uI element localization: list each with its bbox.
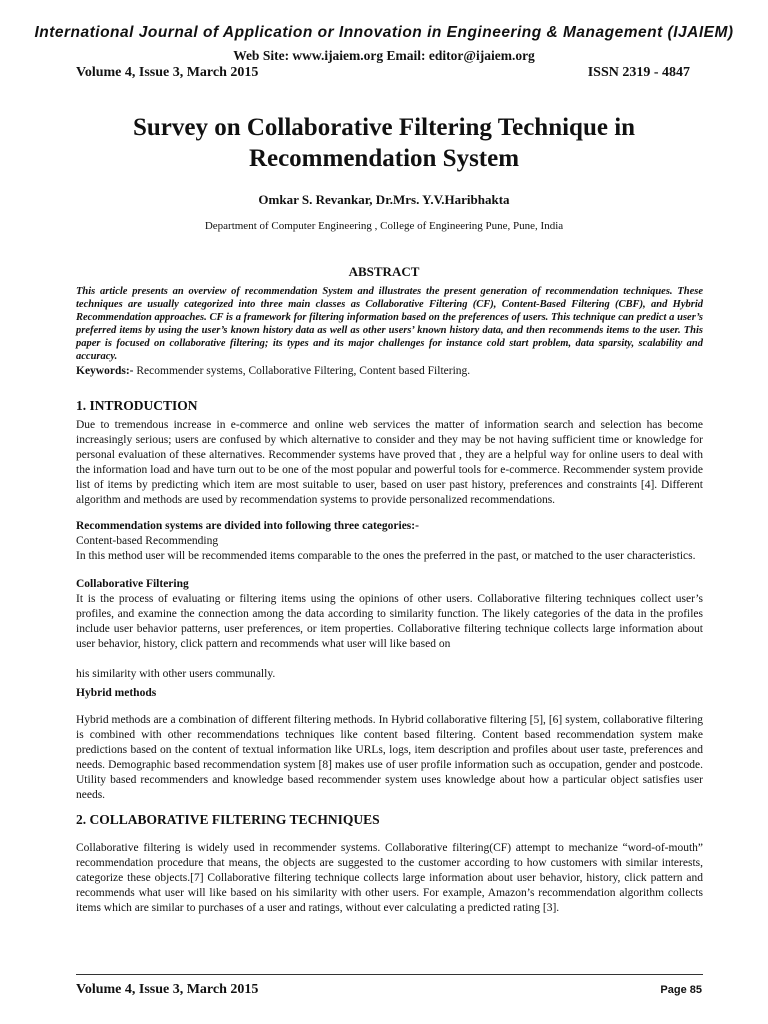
- header-issn: ISSN 2319 - 4847: [587, 65, 690, 80]
- page-number: Page 85: [660, 984, 702, 996]
- paper-affiliation: Department of Computer Engineering , College of Engineering Pune, Pune, India: [204, 220, 564, 232]
- cf-heading: Collaborative Filtering: [76, 578, 189, 590]
- cf-text-continued: his similarity with other users communally.: [76, 668, 276, 680]
- content-based-heading: Content-based Recommending: [76, 535, 219, 547]
- categories-heading: Recommendation systems are divided into following three categories:-: [76, 520, 419, 532]
- footer-volume: Volume 4, Issue 3, March 2015: [76, 982, 259, 997]
- footer-rule: [76, 974, 703, 975]
- section1-heading: 1. INTRODUCTION: [76, 398, 198, 413]
- hybrid-heading: Hybrid methods: [76, 687, 157, 699]
- journal-website: Web Site: www.ijaiem.org Email: editor@ijaiem.org: [233, 48, 535, 63]
- paper-title: Survey on Collaborative Filtering Technique in Recommendation System: [132, 114, 636, 172]
- section2-heading: 2. COLLABORATIVE FILTERING TECHNIQUES: [76, 812, 380, 827]
- keywords: [76, 365, 703, 377]
- header-volume: Volume 4, Issue 3, March 2015: [76, 65, 259, 80]
- section1-paragraph: Due to tremendous increase in e-commerce and online web services the matter of information search and selection has become increasingly serious; users are confused by which alternative to consider and they may be not having sufficient time or knowledge for personal evaluation of these alternatives. Recommender systems have proved that , they are a helpful way for online users to deal with the information load and have turn out to be one of the most popular and powerful tools for e-commerce. Recommender system provide list of items by predicting which item are most suitable to user, based on user past history, preferences and constraints [4]. Different algorithm and methods are used by recommendation systems to provide personalized recommendations.: [76, 419, 703, 507]
- abstract-text: This article presents an overview of recommendation System and illustrates the present generation of recommendation techniques. These techniques are usually categorized into three main classes as Collaborative Filtering (CF), Content-Based Filtering (CBF), and Hybrid Recommendation approaches. CF is a framework for filtering information based on the preferences of users. This technique can predict a user’s preferred items by using the user’s known history data as well as other users’ known history data, and then recommends items to the user. This paper is focused on collaborative filtering; its types and its major challenges for instance cold start problem, data sparsity, scalability and accuracy.: [76, 286, 703, 362]
- journal-name: International Journal of Application or Innovation in Engineering & Management (IJAIEM): [34, 24, 734, 41]
- hybrid-text: Hybrid methods are a combination of different filtering methods. In Hybrid collaborative filtering [5], [6] system, collaborative filtering is combined with other recommendations techniques like content based filtering. Content based recommendation system make predictions based on the content of textual information like URLs, logs, item description and profiles about user taste, preferences and needs. Demographic based recommendation system [8] makes use of user profile information such as occupation, gender and postcode. Utility based recommenders and knowledge based recommender system uses knowledge about how a particular object satisfies user needs.: [76, 714, 703, 802]
- section2-paragraph: Collaborative filtering is widely used in recommender systems. Collaborative filtering(CF) attempt to mechanize “word-of-mouth” recommendation procedure that means, the objects are suggested to the customer according to how customers with similar interests, categorize these objects.[7] Collaborative filtering technique collects large information about user behavior, history, click pattern and recommends what user will like based on his similarity with other users. For example, Amazon’s recommendation algorithm collects items which are similar to purchases of a user and ratings, without ever calculating a predicted rating [3].: [76, 842, 703, 915]
- keywords-label: Keywords:-: [76, 365, 134, 377]
- paper-authors: Omkar S. Revankar, Dr.Mrs. Y.V.Haribhakta: [258, 192, 510, 207]
- content-based-text: In this method user will be recommended items comparable to the ones the preferred in the past, or matched to the user characteristics.: [76, 550, 696, 562]
- abstract-heading: ABSTRACT: [348, 264, 420, 279]
- keywords-text: Recommender systems, Collaborative Filtering, Content based Filtering.: [133, 365, 471, 377]
- cf-text: It is the process of evaluating or filtering items using the opinions of other users. Collaborative filtering techniques collect user’s profiles, and examine the connection among the data according to similarity function. The likely categories of the data in the profiles include user behavior patterns, user preferences, or item properties. Collaborative filtering technique collects large information about user behavior, history, click pattern and recommends what user will like based on: [76, 593, 703, 651]
